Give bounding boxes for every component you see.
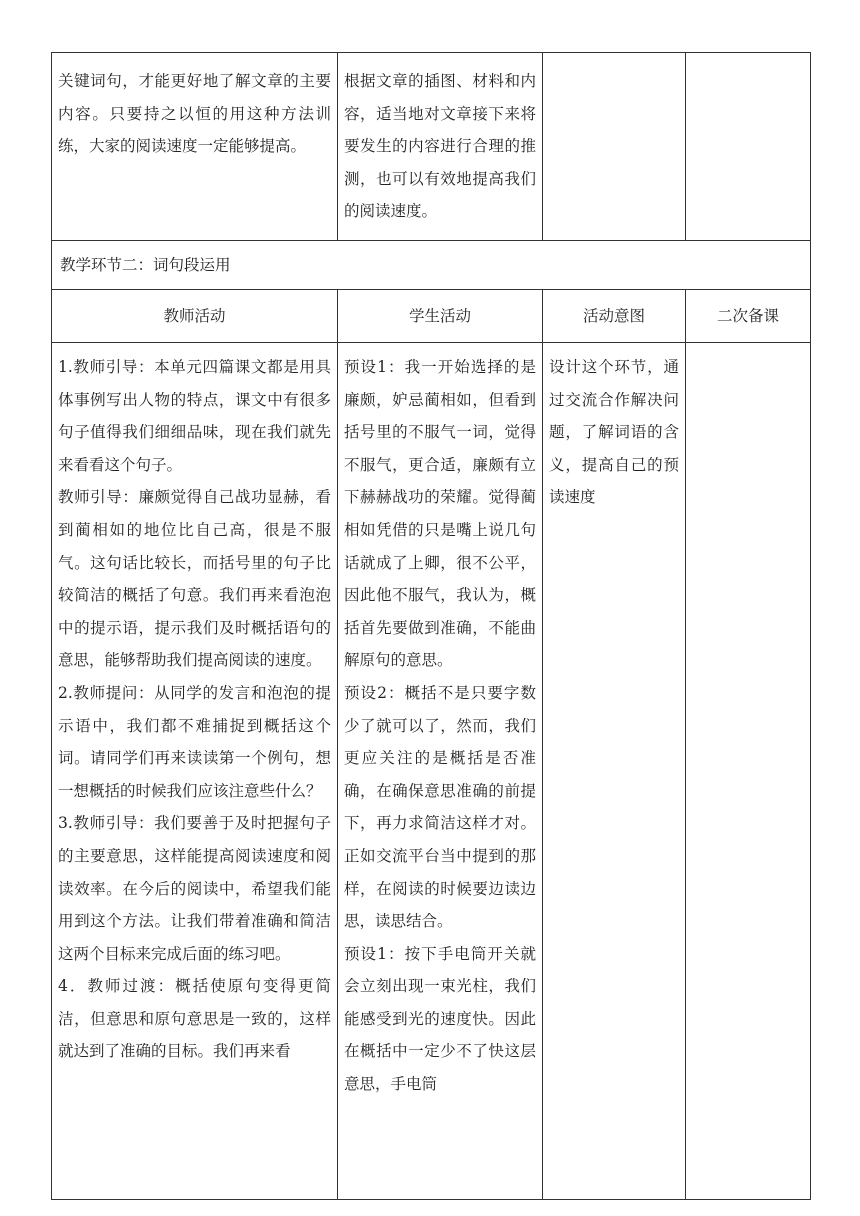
section-row — [52, 241, 811, 290]
intent-cell — [543, 53, 686, 241]
section-title: 教学环节二：词句段运用 — [52, 241, 811, 290]
teacher-activity-cell — [52, 53, 338, 241]
second-preparation-content — [686, 343, 811, 1200]
header-student-activity: 学生活动 — [338, 290, 543, 343]
lesson-plan-table — [51, 52, 811, 1200]
header-second-preparation: 二次备课 — [686, 290, 811, 343]
continuation-row — [52, 53, 811, 241]
teacher-guide: 教师引导：廉颇觉得自己战功显赫，看到蔺相如的地位比自己高，很是不服气。这句话比较长，而括号里的句子比较简洁的概括了句意。我们再来看泡泡中的提示语，提示我们及时概括语句的意思，能够帮助我们提高阅读的速度。 — [58, 488, 331, 670]
teacher-step-4: 4．教师过渡：概括使原句变得更简洁，但意思和原句意思是一致的，这样就达到了准确的目标。我们再来看 — [58, 977, 331, 1061]
intent-text: 设计这个环节，通过交流合作解决问题，了解词语的含义，提高自己的预读速度 — [549, 358, 679, 507]
teacher-step-3: 3.教师引导：我们要善于及时把握句子的主要意思，这样能提高阅读速度和阅读效率。在今后的阅读中，希望我们能用到这个方法。让我们带着准确和简洁这两个目标来完成后面的练习吧。 — [58, 814, 331, 963]
student-preset-b: 预设2：概括不是只要字数少了就可以了，然而，我们更应关注的是概括是否准确，在确保意思准确的前提下，再力求简洁这样才对。正如交流平台当中提到的那样，在阅读的时候要边读边思，读思结合。 — [344, 683, 536, 931]
teacher-continuation-text: 关键词句，才能更好地了解文章的主要内容。只要持之以恒的用这种方法训练，大家的阅读速度一定能够提高。 — [58, 72, 331, 156]
student-continuation-text: 根据文章的插图、材料和内容，适当地对文章接下来将要发生的内容进行合理的推测，也可以有效地提高我们的阅读速度。 — [344, 72, 536, 221]
header-activity-intent: 活动意图 — [543, 290, 686, 343]
header-teacher-activity: 教师活动 — [52, 290, 338, 343]
student-activity-cell — [338, 53, 543, 241]
teacher-step-1: 1.教师引导：本单元四篇课文都是用具体事例写出人物的特点，课文中有很多句子值得我们细细品味，现在我们就先来看看这个句子。 — [58, 358, 331, 474]
activity-intent-content — [543, 343, 686, 1200]
student-preset-c: 预设1：按下手电筒开关就会立刻出现一束光柱，我们能感受到光的速度快。因此在概括中一定少不了快这层意思，手电筒 — [344, 944, 536, 1094]
header-row — [52, 290, 811, 343]
student-preset-a: 预设1：我一开始选择的是廉颇，妒忌蔺相如，但看到括号里的不服气一词，觉得不服气，更合适，廉颇有立下赫赫战功的荣耀。觉得蔺相如凭借的只是嘴上说几句话就成了上卿，很不公平，因此他不服气，我认为，概括首先要做到准确，不能曲解原句的意思。 — [344, 358, 536, 670]
student-activity-content — [338, 343, 543, 1200]
notes-cell — [686, 53, 811, 241]
teacher-step-2: 2.教师提问：从同学的发言和泡泡的提示语中，我们都不难捕捉到概括这个词。请同学们再来读读第一个例句，想一想概括的时候我们应该注意些什么？ — [58, 683, 331, 800]
content-row — [52, 343, 811, 1200]
teacher-activity-content — [52, 343, 338, 1200]
